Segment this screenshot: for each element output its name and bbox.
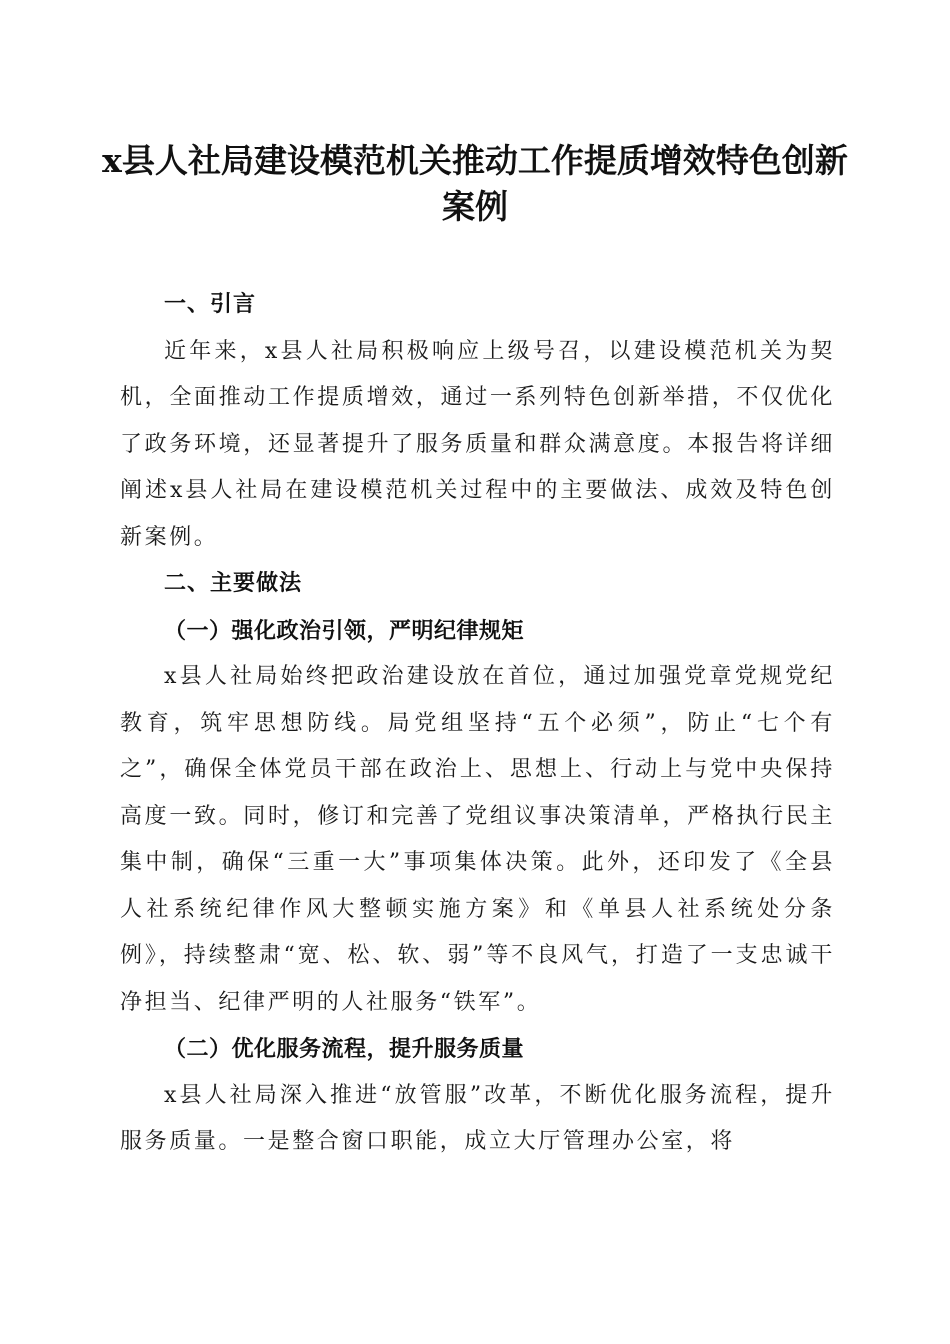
paragraph-introduction: 近年来，x县人社局积极响应上级号召，以建设模范机关为契机，全面推动工作提质增效，通过一系列特色创新举措，不仅优化了政务环境，还显著提升了服务质量和群众满意度。本报告将详细阐述x县人社局在建设模范机关过程中的主要做法、成效及特色创新案例。 xyxy=(120,338,835,550)
paragraph-service-process: x县人社局深入推进“放管服”改革，不断优化服务流程，提升服务质量。一是整合窗口职能，成立大厅管理办公室，将 xyxy=(120,1082,835,1154)
document-body xyxy=(120,282,835,1166)
paragraph-political-guidance: x县人社局始终把政治建设放在首位，通过加强党章党规党纪教育，筑牢思想防线。局党组坚持“五个必须”，防止“七个有之”，确保全体党员干部在政治上、思想上、行动上与党中央保持高度一致。同时，修订和完善了党组议事决策清单，严格执行民主集中制，确保“三重一大”事项集体决策。此外，还印发了《全县人社系统纪律作风大整顿实施方案》和《单县人社系统处分条例》，持续整肃“宽、松、软、弱”等不良风气，打造了一支忠诚干净担当、纪律严明的人社服务“铁军”。 xyxy=(120,664,835,1015)
section-heading-main-practices: 二、主要做法 xyxy=(164,571,303,596)
section-heading-introduction: 一、引言 xyxy=(164,292,257,317)
subsection-heading-political-guidance: （一）强化政治引领，严明纪律规矩 xyxy=(164,617,525,644)
subsection-heading-service-process: （二）优化服务流程，提升服务质量 xyxy=(164,1036,525,1062)
document-title: x县人社局建设模范机关推动工作提质增效特色创新案例 xyxy=(102,141,848,226)
